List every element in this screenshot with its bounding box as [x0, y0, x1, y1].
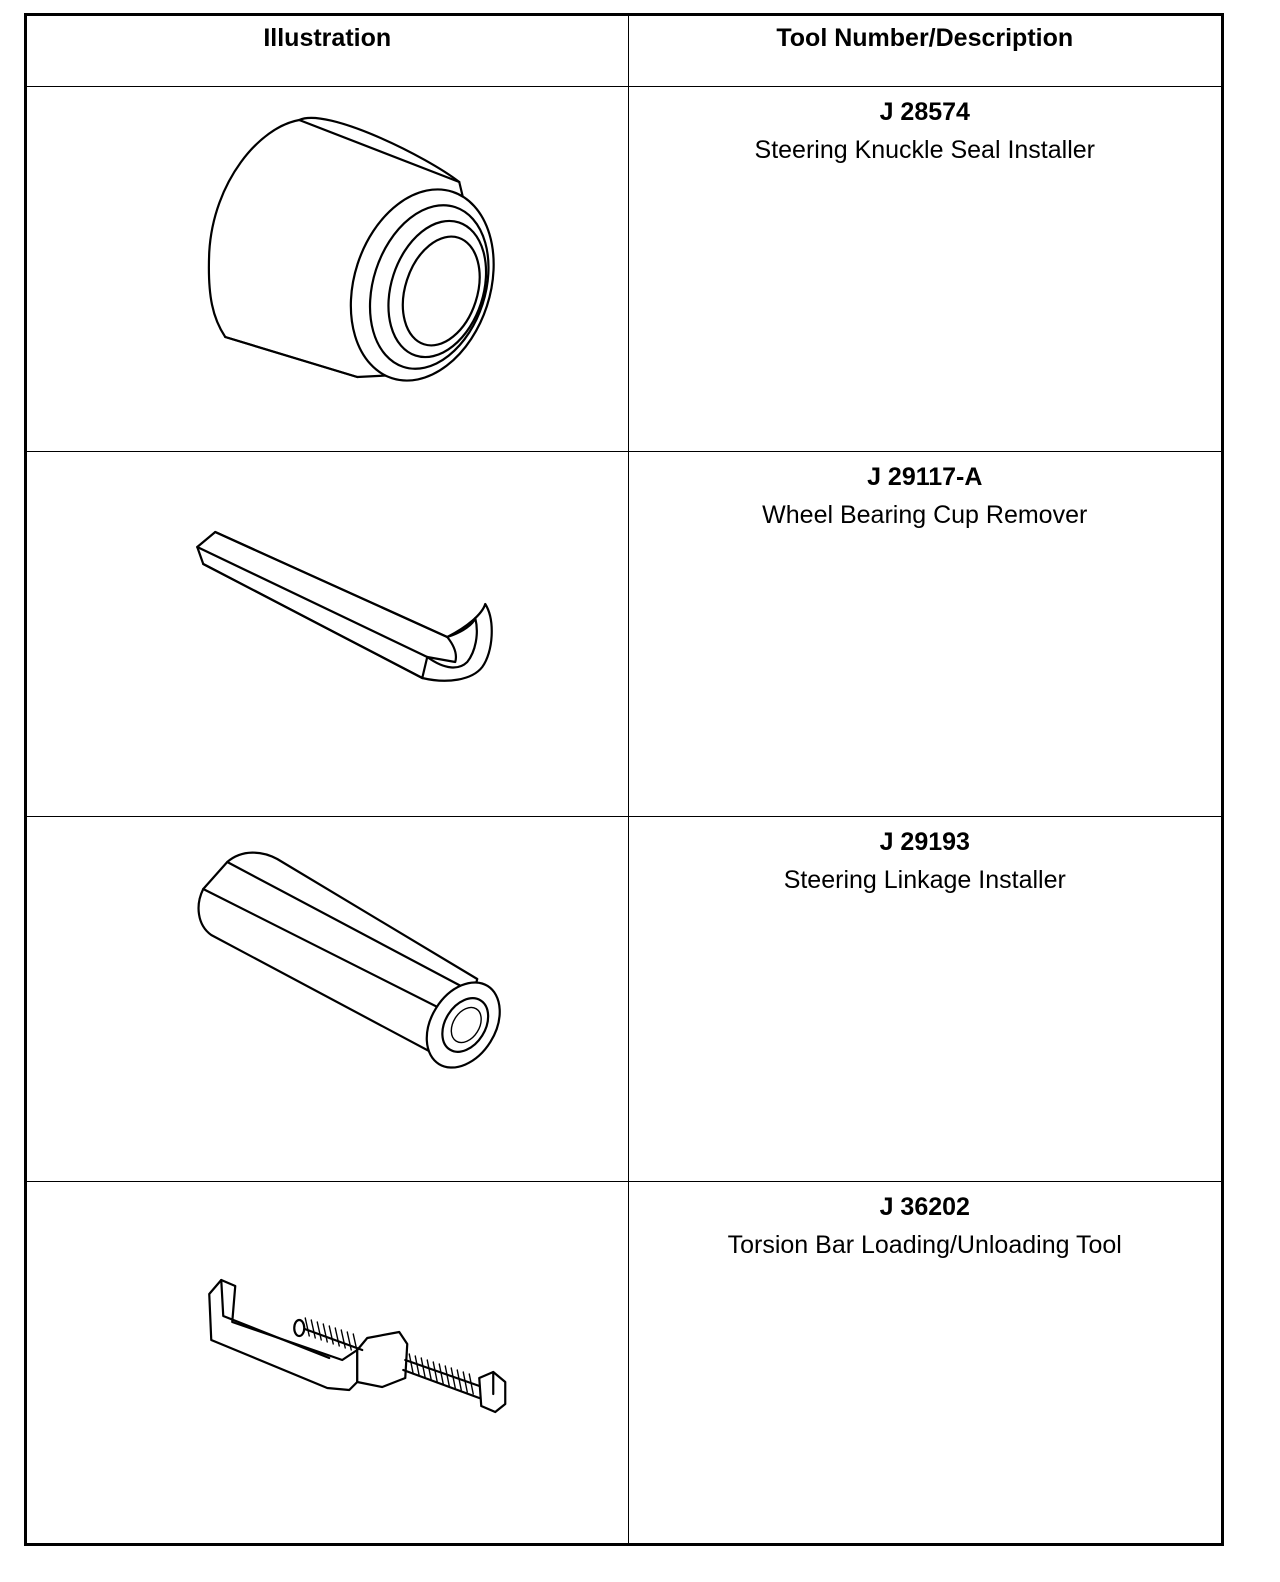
tool-description: Steering Linkage Installer	[783, 865, 1066, 894]
tool-number: J 36202	[879, 1192, 970, 1221]
seal-installer-drawing	[27, 87, 628, 450]
illustration-cell	[27, 1181, 628, 1546]
special-tools-table	[27, 16, 1221, 1546]
header-tool-number-description: Tool Number/Description	[628, 16, 1221, 86]
tool-description-cell	[628, 86, 1221, 451]
illustration-cell	[27, 451, 628, 816]
tool-description: Torsion Bar Loading/Unloading Tool	[727, 1230, 1122, 1259]
cup-remover-drawing	[27, 452, 628, 815]
table-row	[27, 86, 1221, 451]
table-header-row	[27, 16, 1221, 86]
tool-description-cell	[628, 1181, 1221, 1546]
torsion-bar-tool-drawing	[27, 1182, 628, 1545]
linkage-installer-drawing	[27, 817, 628, 1180]
tool-number: J 29193	[879, 827, 970, 856]
tool-number: J 29117-A	[867, 462, 983, 491]
tool-number: J 28574	[879, 97, 970, 126]
special-tools-table-frame	[24, 13, 1224, 1546]
table-row	[27, 451, 1221, 816]
table-row	[27, 1181, 1221, 1546]
table-row	[27, 816, 1221, 1181]
illustration-cell	[27, 86, 628, 451]
tool-description-cell	[628, 451, 1221, 816]
tool-description: Steering Knuckle Seal Installer	[754, 135, 1095, 164]
tool-description-cell	[628, 816, 1221, 1181]
illustration-cell	[27, 816, 628, 1181]
tool-description: Wheel Bearing Cup Remover	[762, 500, 1088, 529]
header-illustration: Illustration	[27, 16, 628, 86]
